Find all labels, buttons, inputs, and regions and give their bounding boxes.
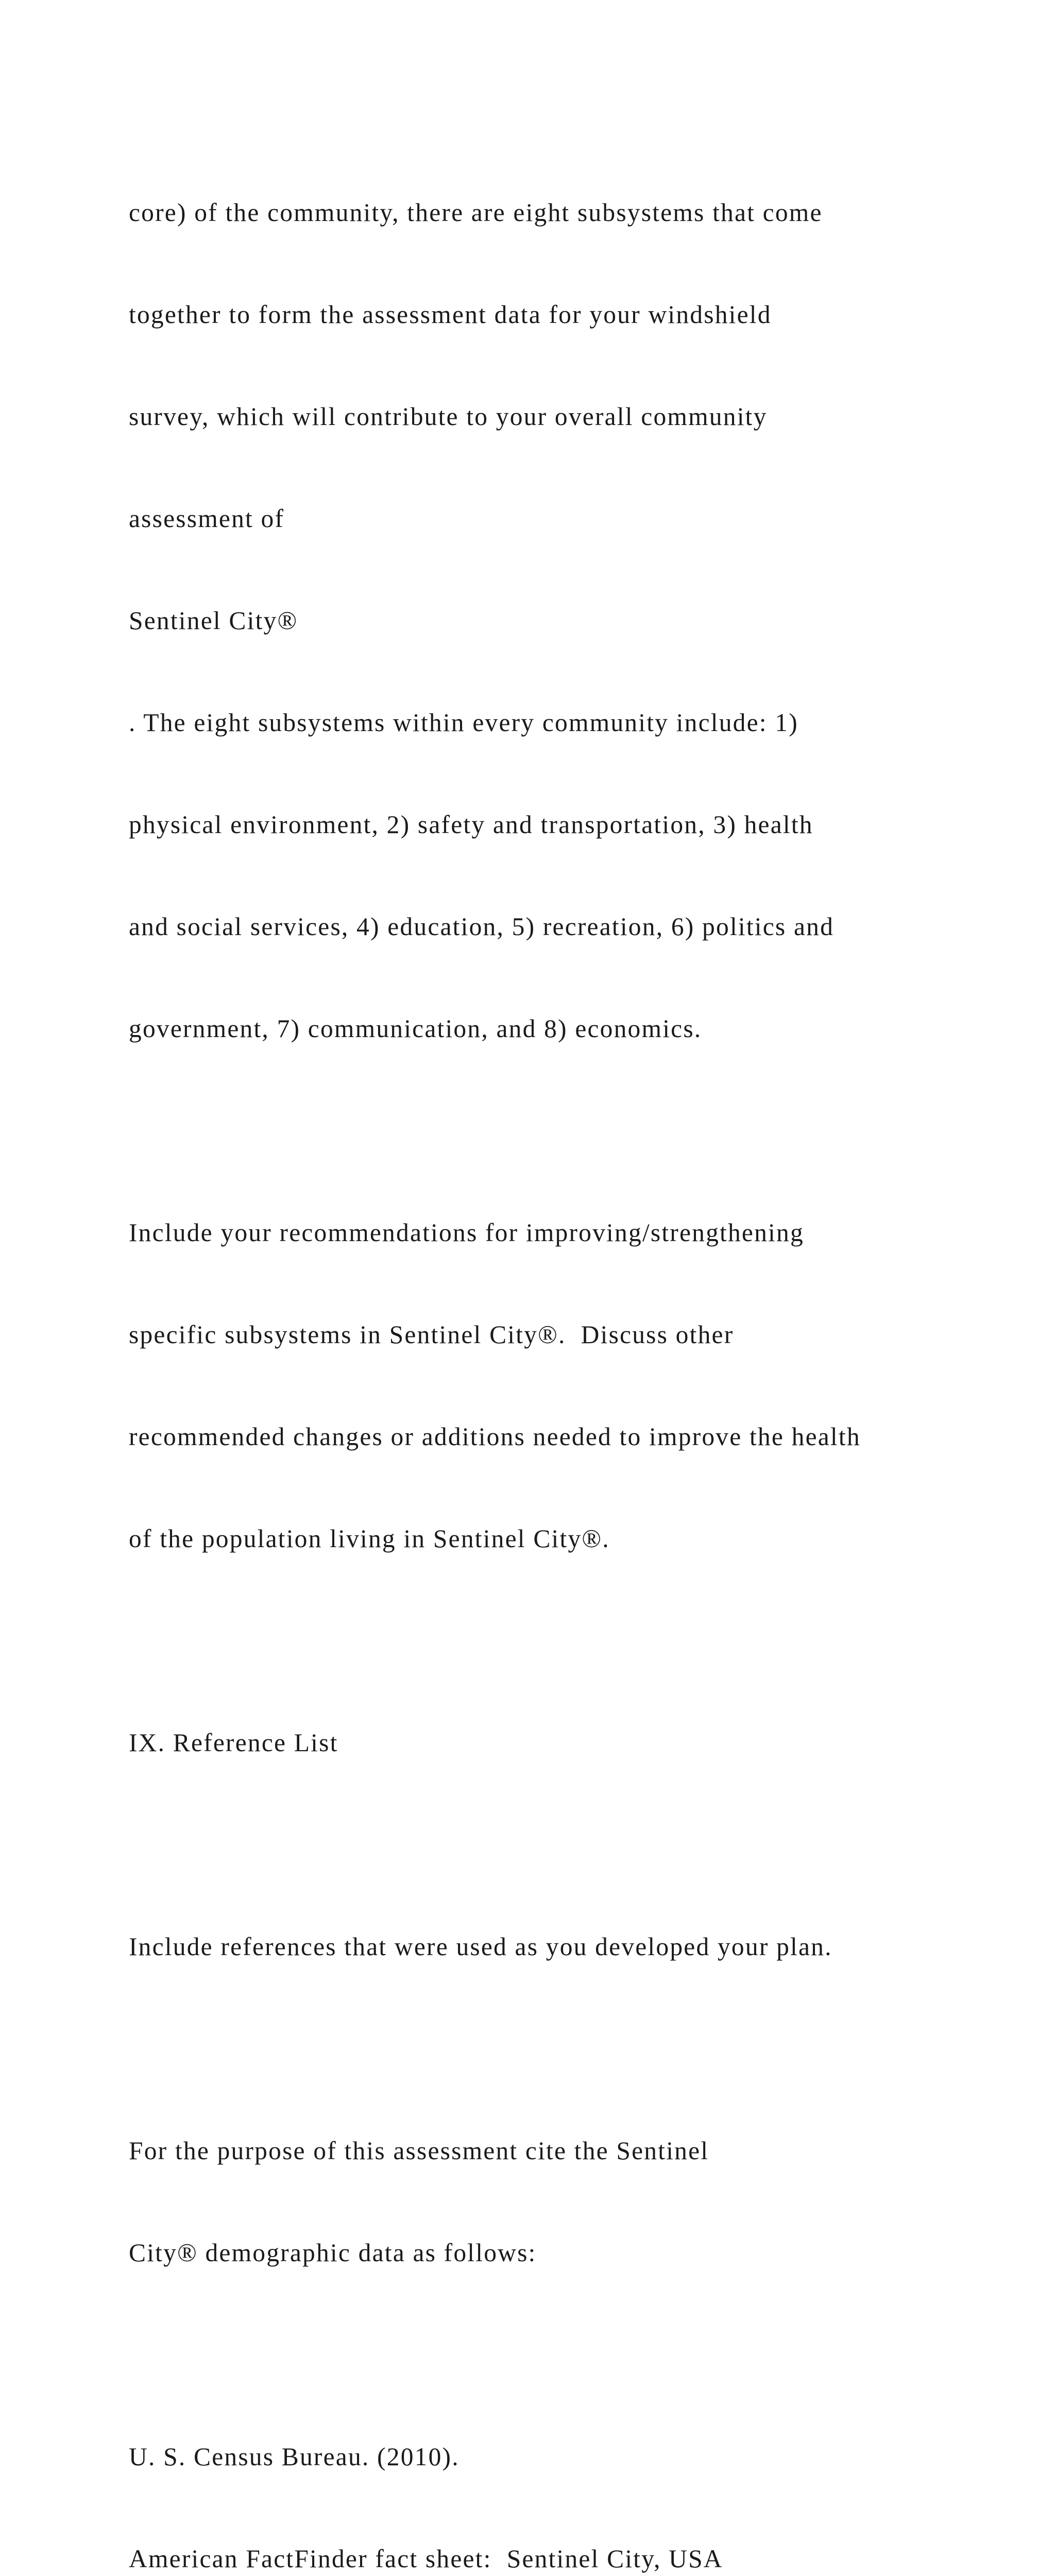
text-line: Include references that were used as you developed your plan. <box>129 1933 832 1961</box>
section-heading: IX. Reference List <box>129 1728 338 1757</box>
blank-line <box>129 1114 1046 1148</box>
text-line: Sentinel City® <box>129 606 298 635</box>
text-line: specific subsystems in Sentinel City®. Discuss other <box>129 1320 734 1349</box>
text-line: of the population living in Sentinel City®. <box>129 1524 610 1553</box>
blank-line <box>129 2338 1046 2372</box>
text-line: survey, which will contribute to your overall community <box>129 402 768 431</box>
text-line: core) of the community, there are eight subsystems that come <box>129 198 823 227</box>
text-line: and social services, 4) education, 5) recreation, 6) politics and <box>129 912 835 941</box>
blank-line <box>129 1828 1046 1862</box>
text-line: Include your recommendations for improving/strengthening <box>129 1218 804 1247</box>
text-line: recommended changes or additions needed to improve the health <box>129 1422 861 1451</box>
text-line: . The eight subsystems within every community include: 1) <box>129 708 798 737</box>
text-line: assessment of <box>129 504 285 533</box>
blank-line <box>129 2032 1046 2066</box>
text-line: together to form the assessment data for your windshield <box>129 300 772 329</box>
text-line: For the purpose of this assessment cite the Sentinel <box>129 2137 709 2165</box>
text-line: government, 7) communication, and 8) economics. <box>129 1014 702 1043</box>
citation-line: American FactFinder fact sheet: Sentinel City, USA <box>129 2545 723 2573</box>
citation-line: U. S. Census Bureau. (2010). <box>129 2443 460 2471</box>
document-body <box>129 128 1046 2576</box>
text-line: City® demographic data as follows: <box>129 2239 537 2267</box>
text-line: physical environment, 2) safety and transportation, 3) health <box>129 810 813 839</box>
blank-line <box>129 1624 1046 1658</box>
